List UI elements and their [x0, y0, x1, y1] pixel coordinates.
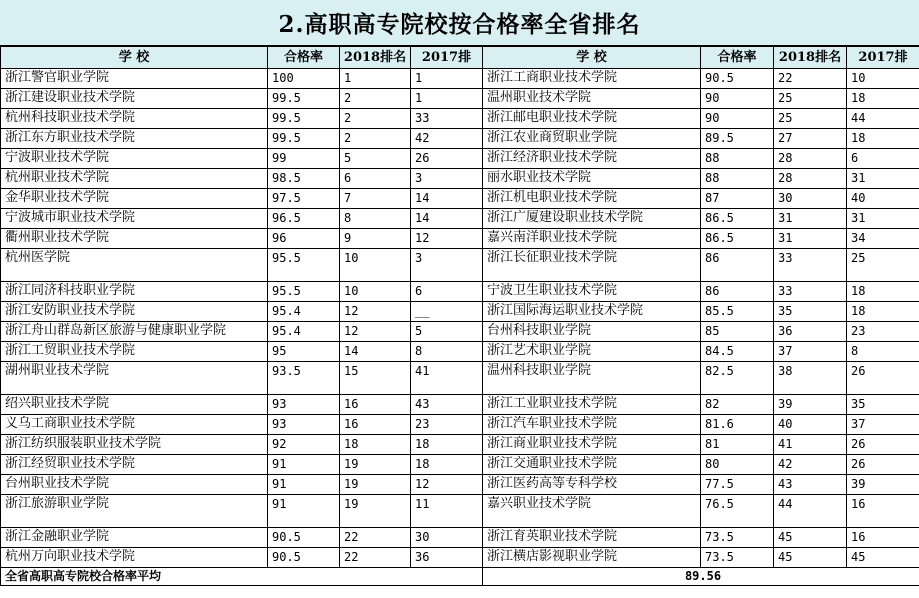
right-school-name: 宁波卫生职业技术学院 [483, 282, 701, 302]
right-pass-rate: 73.5 [701, 528, 774, 548]
left-school-name: 衢州职业技术学院 [1, 229, 268, 249]
right-school-name: 台州科技职业学院 [483, 322, 701, 342]
left-school-name: 宁波职业技术学院 [1, 149, 268, 169]
right-rank-2017: 18 [847, 89, 919, 109]
right-pass-rate: 81 [701, 435, 774, 455]
header-rank-2017: 2017排 [847, 47, 919, 69]
table-row [1, 322, 919, 342]
right-rank-2017: 16 [847, 495, 919, 528]
left-pass-rate: 95.5 [268, 282, 340, 302]
left-school-name: 浙江警官职业学院 [1, 69, 268, 89]
left-school-name: 浙江纺织服装职业技术学院 [1, 435, 268, 455]
left-pass-rate: 99.5 [268, 89, 340, 109]
right-rank-2018: 27 [774, 129, 847, 149]
left-pass-rate: 96 [268, 229, 340, 249]
left-rank-2018: 18 [340, 435, 411, 455]
left-school-name: 浙江金融职业学院 [1, 528, 268, 548]
right-school-name: 浙江经济职业技术学院 [483, 149, 701, 169]
right-pass-rate: 88 [701, 149, 774, 169]
right-rank-2017: 26 [847, 455, 919, 475]
header-rank-2017: 2017排 [411, 47, 483, 69]
right-pass-rate: 77.5 [701, 475, 774, 495]
right-pass-rate: 85 [701, 322, 774, 342]
left-rank-2018: 8 [340, 209, 411, 229]
header-rate: 合格率 [701, 47, 774, 69]
table-row [1, 282, 919, 302]
right-rank-2018: 25 [774, 89, 847, 109]
right-school-name: 浙江商业职业技术学院 [483, 435, 701, 455]
left-school-name: 绍兴职业技术学院 [1, 395, 268, 415]
left-rank-2017: 26 [411, 149, 483, 169]
right-school-name: 浙江交通职业技术学院 [483, 455, 701, 475]
right-pass-rate: 80 [701, 455, 774, 475]
right-pass-rate: 87 [701, 189, 774, 209]
table-body [1, 69, 919, 568]
right-rank-2017: 18 [847, 282, 919, 302]
right-pass-rate: 86 [701, 249, 774, 282]
right-rank-2018: 44 [774, 495, 847, 528]
right-rank-2018: 35 [774, 302, 847, 322]
left-school-name: 浙江东方职业技术学院 [1, 129, 268, 149]
right-school-name: 浙江横店影视职业学院 [483, 548, 701, 568]
left-rank-2018: 10 [340, 282, 411, 302]
table-row [1, 249, 919, 282]
left-rank-2018: 2 [340, 89, 411, 109]
left-rank-2018: 15 [340, 362, 411, 395]
right-pass-rate: 84.5 [701, 342, 774, 362]
left-rank-2018: 12 [340, 322, 411, 342]
left-pass-rate: 99.5 [268, 109, 340, 129]
table-row [1, 149, 919, 169]
left-school-name: 杭州科技职业技术学院 [1, 109, 268, 129]
right-pass-rate: 89.5 [701, 129, 774, 149]
left-rank-2017: 23 [411, 415, 483, 435]
table-row [1, 415, 919, 435]
table-row [1, 109, 919, 129]
right-school-name: 浙江广厦建设职业技术学院 [483, 209, 701, 229]
right-rank-2017: 37 [847, 415, 919, 435]
left-rank-2018: 16 [340, 395, 411, 415]
right-rank-2018: 33 [774, 249, 847, 282]
left-pass-rate: 91 [268, 455, 340, 475]
left-pass-rate: 96.5 [268, 209, 340, 229]
right-school-name: 浙江工商职业技术学院 [483, 69, 701, 89]
left-pass-rate: 90.5 [268, 548, 340, 568]
table-row [1, 229, 919, 249]
right-school-name: 浙江邮电职业技术学院 [483, 109, 701, 129]
right-school-name: 浙江工业职业技术学院 [483, 395, 701, 415]
right-rank-2017: 8 [847, 342, 919, 362]
left-rank-2017: 36 [411, 548, 483, 568]
left-pass-rate: 91 [268, 495, 340, 528]
left-rank-2018: 14 [340, 342, 411, 362]
left-school-name: 义乌工商职业技术学院 [1, 415, 268, 435]
left-pass-rate: 95.4 [268, 322, 340, 342]
right-school-name: 丽水职业技术学院 [483, 169, 701, 189]
left-school-name: 杭州职业技术学院 [1, 169, 268, 189]
right-school-name: 浙江国际海运职业技术学院 [483, 302, 701, 322]
right-rank-2018: 40 [774, 415, 847, 435]
left-pass-rate: 98.5 [268, 169, 340, 189]
right-pass-rate: 86.5 [701, 209, 774, 229]
left-rank-2017: 18 [411, 455, 483, 475]
left-rank-2017: 1 [411, 89, 483, 109]
table-row [1, 129, 919, 149]
left-school-name: 杭州万向职业技术学院 [1, 548, 268, 568]
left-rank-2018: 22 [340, 528, 411, 548]
right-rank-2018: 39 [774, 395, 847, 415]
right-rank-2017: 35 [847, 395, 919, 415]
right-pass-rate: 76.5 [701, 495, 774, 528]
page-title: 2.高职高专院校按合格率全省排名 [0, 0, 919, 46]
right-rank-2018: 30 [774, 189, 847, 209]
right-rank-2017: 39 [847, 475, 919, 495]
left-rank-2018: 5 [340, 149, 411, 169]
right-rank-2017: 40 [847, 189, 919, 209]
left-pass-rate: 95.4 [268, 302, 340, 322]
right-rank-2018: 43 [774, 475, 847, 495]
left-rank-2017: 8 [411, 342, 483, 362]
left-rank-2017: 12 [411, 229, 483, 249]
left-rank-2017: 30 [411, 528, 483, 548]
left-school-name: 台州职业技术学院 [1, 475, 268, 495]
left-school-name: 浙江同济科技职业学院 [1, 282, 268, 302]
left-rank-2018: 19 [340, 495, 411, 528]
right-rank-2017: 44 [847, 109, 919, 129]
left-rank-2017: 12 [411, 475, 483, 495]
right-pass-rate: 86 [701, 282, 774, 302]
right-rank-2018: 38 [774, 362, 847, 395]
right-school-name: 浙江机电职业技术学院 [483, 189, 701, 209]
left-pass-rate: 100 [268, 69, 340, 89]
left-pass-rate: 95.5 [268, 249, 340, 282]
left-rank-2017: 33 [411, 109, 483, 129]
table-row [1, 169, 919, 189]
left-rank-2018: 9 [340, 229, 411, 249]
right-rank-2017: 34 [847, 229, 919, 249]
right-school-name: 浙江汽车职业技术学院 [483, 415, 701, 435]
left-pass-rate: 93 [268, 395, 340, 415]
footer-row [1, 568, 919, 586]
table-row [1, 342, 919, 362]
table-row [1, 435, 919, 455]
right-school-name: 温州科技职业学院 [483, 362, 701, 395]
right-rank-2018: 45 [774, 548, 847, 568]
table-row [1, 455, 919, 475]
right-rank-2017: 45 [847, 548, 919, 568]
right-rank-2018: 25 [774, 109, 847, 129]
right-pass-rate: 82 [701, 395, 774, 415]
left-rank-2017: 41 [411, 362, 483, 395]
left-rank-2018: 6 [340, 169, 411, 189]
right-rank-2017: 10 [847, 69, 919, 89]
left-school-name: 浙江工贸职业技术学院 [1, 342, 268, 362]
left-school-name: 浙江安防职业技术学院 [1, 302, 268, 322]
right-school-name: 浙江育英职业技术学院 [483, 528, 701, 548]
left-rank-2017: 11 [411, 495, 483, 528]
left-rank-2018: 19 [340, 475, 411, 495]
table-row [1, 395, 919, 415]
left-rank-2018: 7 [340, 189, 411, 209]
right-pass-rate: 90 [701, 109, 774, 129]
table-row [1, 69, 919, 89]
right-rank-2017: 31 [847, 169, 919, 189]
header-rank-2018: 2018排名 [774, 47, 847, 69]
right-pass-rate: 82.5 [701, 362, 774, 395]
left-rank-2017: 5 [411, 322, 483, 342]
left-school-name: 浙江舟山群岛新区旅游与健康职业学院 [1, 322, 268, 342]
header-rank-2018: 2018排名 [340, 47, 411, 69]
left-rank-2018: 12 [340, 302, 411, 322]
table-row [1, 362, 919, 395]
left-rank-2017: 43 [411, 395, 483, 415]
right-pass-rate: 73.5 [701, 548, 774, 568]
right-pass-rate: 85.5 [701, 302, 774, 322]
left-pass-rate: 90.5 [268, 528, 340, 548]
table-row [1, 548, 919, 568]
left-school-name: 杭州医学院 [1, 249, 268, 282]
right-rank-2018: 31 [774, 229, 847, 249]
left-rank-2018: 16 [340, 415, 411, 435]
left-school-name: 湖州职业技术学院 [1, 362, 268, 395]
right-rank-2018: 42 [774, 455, 847, 475]
right-rank-2017: 6 [847, 149, 919, 169]
right-rank-2018: 28 [774, 169, 847, 189]
table-row [1, 528, 919, 548]
right-pass-rate: 90 [701, 89, 774, 109]
right-school-name: 浙江长征职业技术学院 [483, 249, 701, 282]
left-school-name: 浙江建设职业技术学院 [1, 89, 268, 109]
left-pass-rate: 99 [268, 149, 340, 169]
right-rank-2017: 23 [847, 322, 919, 342]
right-pass-rate: 88 [701, 169, 774, 189]
left-rank-2017: 6 [411, 282, 483, 302]
left-rank-2018: 19 [340, 455, 411, 475]
header-row [1, 47, 919, 69]
left-rank-2017: 18 [411, 435, 483, 455]
left-rank-2017: 1 [411, 69, 483, 89]
header-school: 学 校 [483, 47, 701, 69]
right-pass-rate: 90.5 [701, 69, 774, 89]
right-rank-2018: 41 [774, 435, 847, 455]
header-rate: 合格率 [268, 47, 340, 69]
left-school-name: 浙江经贸职业技术学院 [1, 455, 268, 475]
table-row [1, 495, 919, 528]
left-rank-2017: 42 [411, 129, 483, 149]
right-rank-2017: 18 [847, 129, 919, 149]
right-rank-2017: 26 [847, 362, 919, 395]
right-rank-2017: 31 [847, 209, 919, 229]
table-row [1, 475, 919, 495]
right-rank-2017: 25 [847, 249, 919, 282]
table-row [1, 302, 919, 322]
right-school-name: 嘉兴职业技术学院 [483, 495, 701, 528]
right-rank-2017: 18 [847, 302, 919, 322]
average-value: 89.56 [483, 568, 919, 586]
right-rank-2018: 45 [774, 528, 847, 548]
table-row [1, 209, 919, 229]
right-rank-2018: 28 [774, 149, 847, 169]
right-rank-2018: 22 [774, 69, 847, 89]
left-school-name: 浙江旅游职业学院 [1, 495, 268, 528]
right-school-name: 浙江农业商贸职业学院 [483, 129, 701, 149]
left-pass-rate: 99.5 [268, 129, 340, 149]
left-rank-2017: 3 [411, 249, 483, 282]
table-row [1, 89, 919, 109]
left-rank-2017: 14 [411, 209, 483, 229]
left-pass-rate: 93 [268, 415, 340, 435]
table-row [1, 189, 919, 209]
right-school-name: 浙江艺术职业学院 [483, 342, 701, 362]
left-rank-2017: 3 [411, 169, 483, 189]
left-pass-rate: 93.5 [268, 362, 340, 395]
right-school-name: 温州职业技术学院 [483, 89, 701, 109]
left-rank-2018: 1 [340, 69, 411, 89]
left-school-name: 宁波城市职业技术学院 [1, 209, 268, 229]
right-school-name: 浙江医药高等专科学校 [483, 475, 701, 495]
left-pass-rate: 91 [268, 475, 340, 495]
header-school: 学 校 [1, 47, 268, 69]
left-rank-2017: __ [411, 302, 483, 322]
left-rank-2018: 2 [340, 129, 411, 149]
right-rank-2018: 36 [774, 322, 847, 342]
average-label: 全省高职高专院校合格率平均 [1, 568, 483, 586]
left-rank-2017: 14 [411, 189, 483, 209]
left-pass-rate: 92 [268, 435, 340, 455]
right-school-name: 嘉兴南洋职业技术学院 [483, 229, 701, 249]
right-pass-rate: 86.5 [701, 229, 774, 249]
left-school-name: 金华职业技术学院 [1, 189, 268, 209]
left-rank-2018: 10 [340, 249, 411, 282]
right-rank-2018: 31 [774, 209, 847, 229]
right-rank-2018: 33 [774, 282, 847, 302]
right-rank-2018: 37 [774, 342, 847, 362]
right-pass-rate: 81.6 [701, 415, 774, 435]
left-pass-rate: 97.5 [268, 189, 340, 209]
ranking-table [0, 46, 919, 586]
left-rank-2018: 22 [340, 548, 411, 568]
right-rank-2017: 16 [847, 528, 919, 548]
left-pass-rate: 95 [268, 342, 340, 362]
right-rank-2017: 26 [847, 435, 919, 455]
left-rank-2018: 2 [340, 109, 411, 129]
